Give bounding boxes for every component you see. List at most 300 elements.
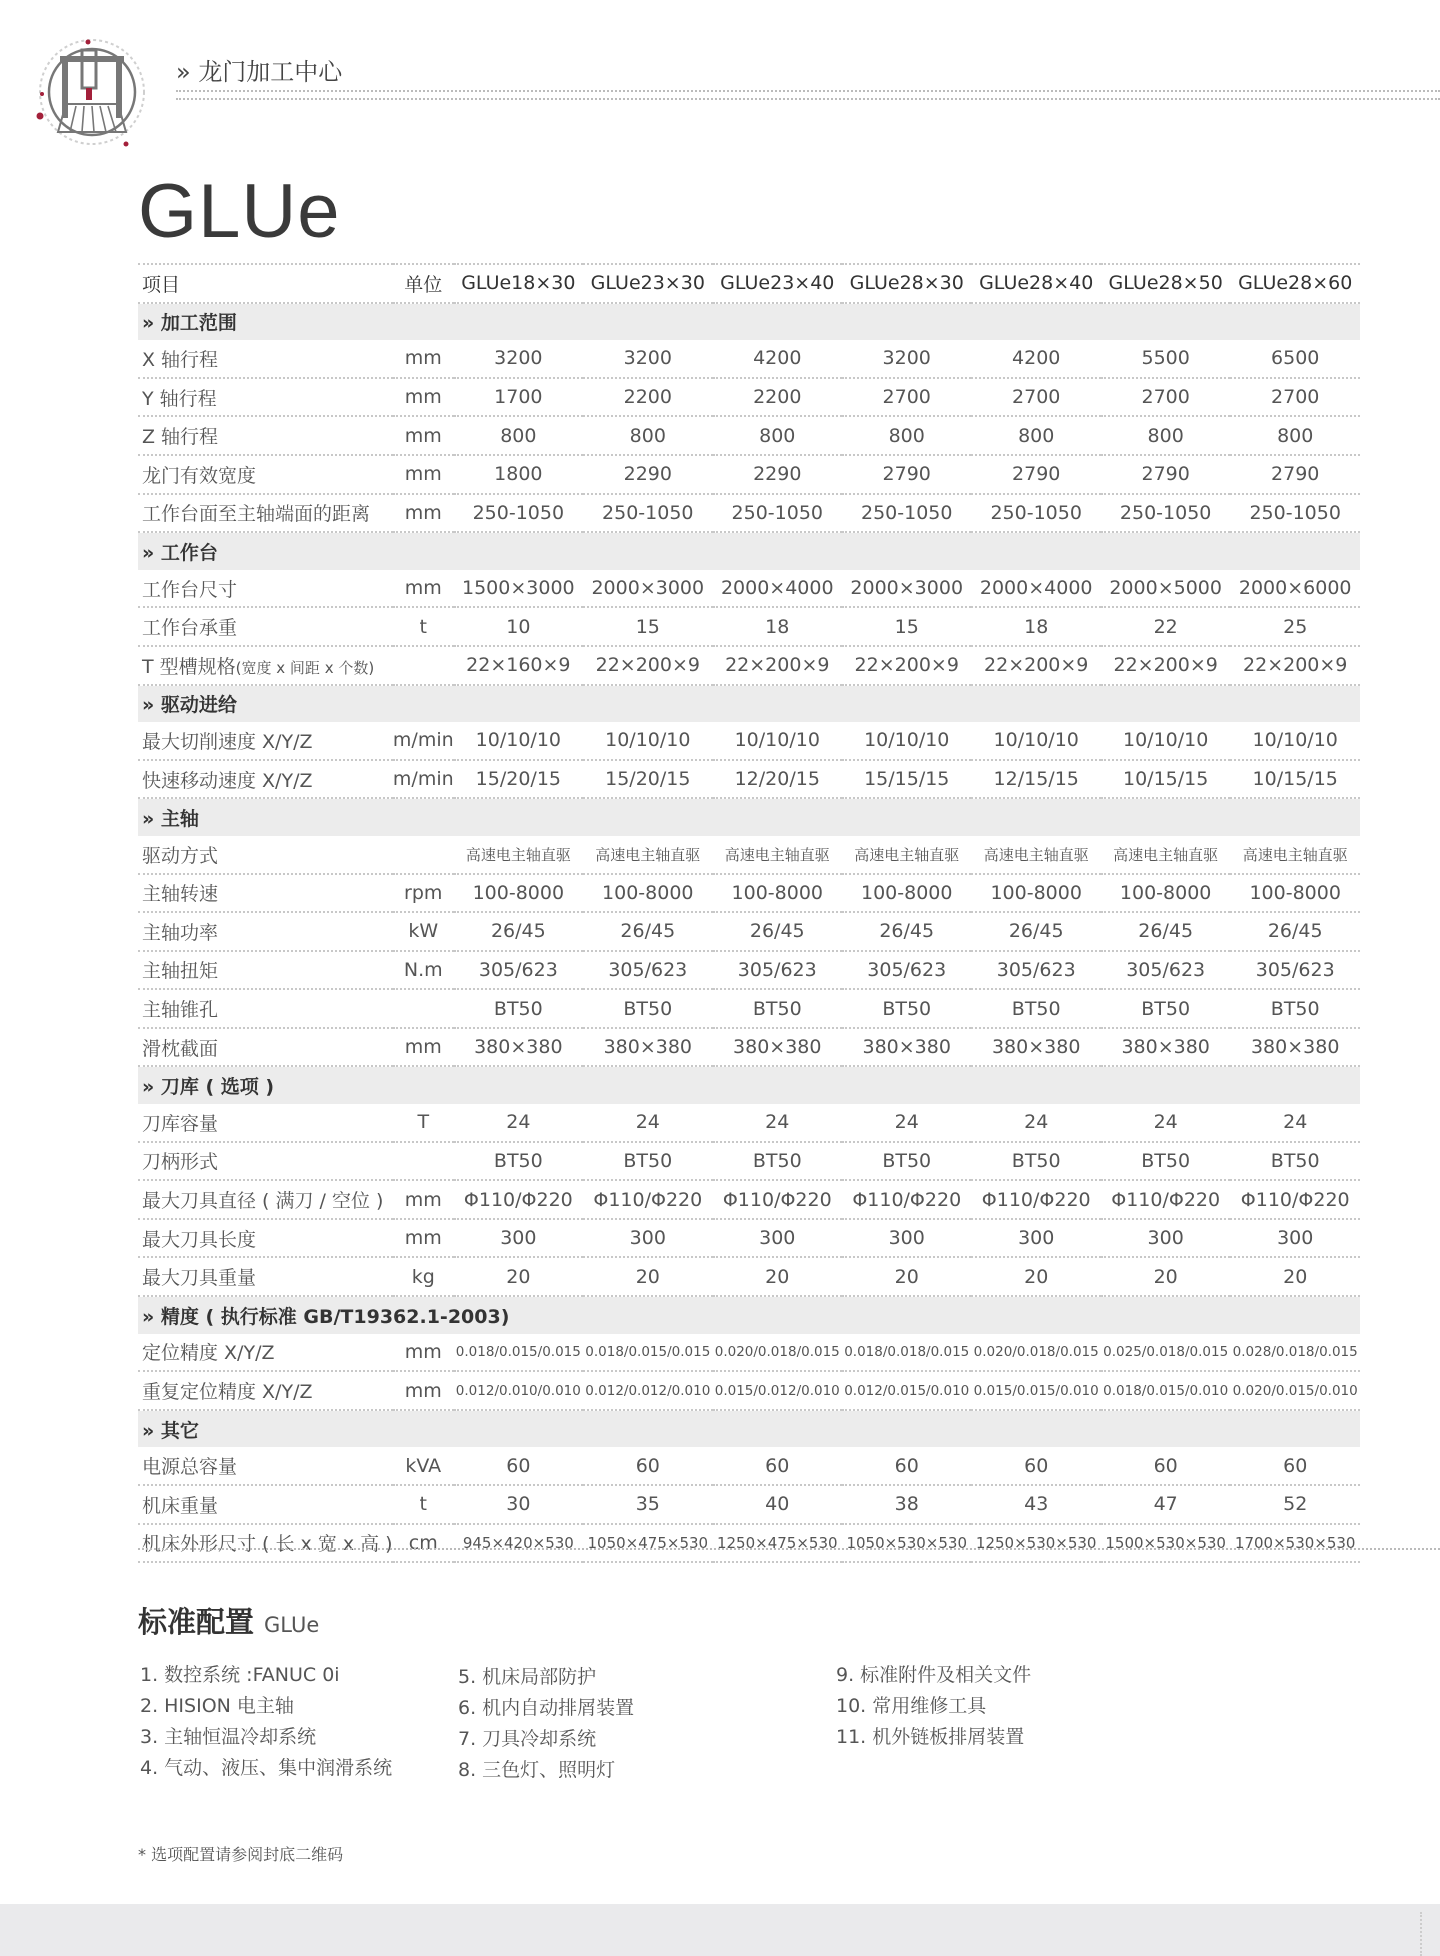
column-header: GLUe23×30 <box>583 264 712 303</box>
table-row <box>138 340 1360 378</box>
cell-value: 24 <box>713 1104 842 1142</box>
cell-value: 305/623 <box>1101 951 1230 990</box>
row-label-text: 电源总容量 <box>142 1456 238 1479</box>
table-bottom-divider <box>138 1548 1440 1550</box>
cell-value: 2290 <box>583 455 712 494</box>
list-number: 2. <box>140 1695 159 1717</box>
list-item <box>458 1755 634 1786</box>
row-label <box>138 340 393 378</box>
row-unit: mm <box>393 570 454 608</box>
cell-value: 0.018/0.015/0.010 <box>1101 1371 1230 1410</box>
cell-value: 3200 <box>842 340 971 378</box>
cell-value: 380×380 <box>583 1028 712 1067</box>
cell-value: 24 <box>454 1104 583 1142</box>
cell-value: 10/10/10 <box>583 722 712 760</box>
cell-value: 1250×475×530 <box>713 1524 842 1563</box>
row-label-text: 滑枕截面 <box>142 1037 219 1060</box>
section-label: » 精度 ( 执行标准 GB/T19362.1-2003) <box>138 1296 1360 1334</box>
cell-value: 高速电主轴直驱 <box>454 836 583 874</box>
list-item <box>836 1722 1031 1753</box>
cell-value: 4200 <box>971 340 1100 378</box>
cell-value: 22×200×9 <box>1230 646 1360 685</box>
row-unit: mm <box>393 378 454 417</box>
cell-value: 10/10/10 <box>1101 722 1230 760</box>
cell-value: 2790 <box>1230 455 1360 494</box>
cell-value: Φ110/Φ220 <box>454 1180 583 1219</box>
table-row <box>138 722 1360 760</box>
cell-value: 3200 <box>583 340 712 378</box>
cell-value: 38 <box>842 1485 971 1524</box>
cell-value: 0.012/0.015/0.010 <box>842 1371 971 1410</box>
cell-value: 22×200×9 <box>971 646 1100 685</box>
cell-value: 800 <box>971 416 1100 455</box>
cell-value: 0.020/0.015/0.010 <box>1230 1371 1360 1410</box>
row-label-text: Z 轴行程 <box>142 426 219 449</box>
table-row <box>138 1257 1360 1296</box>
cell-value: 60 <box>842 1447 971 1485</box>
list-item <box>836 1660 1031 1691</box>
list-text: 气动、液压、集中润滑系统 <box>164 1757 393 1779</box>
list-item <box>836 1691 1031 1722</box>
row-unit: mm <box>393 1180 454 1219</box>
row-label-text: 定位精度 X/Y/Z <box>142 1342 275 1365</box>
row-unit: t <box>393 607 454 646</box>
row-label-note: (宽度 x 间距 x 个数) <box>235 658 375 677</box>
row-unit: mm <box>393 494 454 533</box>
list-item <box>140 1722 392 1753</box>
row-unit: cm <box>393 1524 454 1563</box>
footer-edge-divider <box>1420 1912 1426 1956</box>
cell-value: 305/623 <box>971 951 1100 990</box>
cell-value: 1700 <box>454 378 583 417</box>
cell-value: 43 <box>971 1485 1100 1524</box>
row-label <box>138 989 393 1028</box>
table-row <box>138 1028 1360 1067</box>
cell-value: 380×380 <box>1230 1028 1360 1067</box>
list-number: 1. <box>140 1664 159 1686</box>
cell-value: 25 <box>1230 607 1360 646</box>
cell-value: 1500×530×530 <box>1101 1524 1230 1563</box>
row-label-text: 工作台尺寸 <box>142 578 238 601</box>
cell-value: 26/45 <box>713 912 842 951</box>
cell-value: 2790 <box>971 455 1100 494</box>
list-text: 数控系统 :FANUC 0i <box>164 1664 340 1686</box>
cell-value: BT50 <box>1101 1142 1230 1181</box>
row-label-text: 主轴扭矩 <box>142 960 219 983</box>
spec-table-body <box>138 303 1360 1563</box>
cell-value: 100-8000 <box>1230 874 1360 913</box>
cell-value: 800 <box>842 416 971 455</box>
cell-value: 100-8000 <box>971 874 1100 913</box>
row-label <box>138 646 393 685</box>
cell-value: 380×380 <box>713 1028 842 1067</box>
table-row <box>138 416 1360 455</box>
row-label-text: 刀柄形式 <box>142 1151 219 1174</box>
cell-value: Φ110/Φ220 <box>971 1180 1100 1219</box>
column-header: GLUe28×30 <box>842 264 971 303</box>
cell-value: Φ110/Φ220 <box>842 1180 971 1219</box>
cell-value: 60 <box>1230 1447 1360 1485</box>
row-label-text: 龙门有效宽度 <box>142 464 257 487</box>
table-row <box>138 570 1360 608</box>
row-unit: mm <box>393 455 454 494</box>
row-label-text: 主轴锥孔 <box>142 999 219 1022</box>
cell-value: BT50 <box>713 1142 842 1181</box>
cell-value: 800 <box>1101 416 1230 455</box>
cell-value: 20 <box>713 1257 842 1296</box>
cell-value: 24 <box>842 1104 971 1142</box>
table-row <box>138 1104 1360 1142</box>
table-row <box>138 836 1360 874</box>
row-label <box>138 1524 393 1563</box>
cell-value: 24 <box>583 1104 712 1142</box>
row-label <box>138 607 393 646</box>
cell-value: 26/45 <box>971 912 1100 951</box>
cell-value: BT50 <box>1101 989 1230 1028</box>
row-label <box>138 378 393 417</box>
row-label-text: Y 轴行程 <box>142 387 217 410</box>
row-label <box>138 836 393 874</box>
cell-value: 2200 <box>713 378 842 417</box>
list-number: 5. <box>458 1666 477 1688</box>
list-number: 10. <box>836 1695 867 1717</box>
column-header: 项目 <box>138 264 393 303</box>
cell-value: 18 <box>713 607 842 646</box>
cell-value: 10/15/15 <box>1101 760 1230 799</box>
column-header: GLUe28×40 <box>971 264 1100 303</box>
cell-value: 250-1050 <box>971 494 1100 533</box>
cell-value: 2790 <box>842 455 971 494</box>
row-unit: m/min <box>393 760 454 799</box>
gantry-machine-icon <box>30 32 160 150</box>
row-unit <box>393 1142 454 1181</box>
cell-value: 22 <box>1101 607 1230 646</box>
table-row <box>138 607 1360 646</box>
section-row <box>138 1296 1360 1334</box>
list-number: 3. <box>140 1726 159 1748</box>
row-label <box>138 1180 393 1219</box>
cell-value: 10/10/10 <box>454 722 583 760</box>
section-row <box>138 798 1360 836</box>
cell-value: 0.018/0.015/0.015 <box>454 1334 583 1372</box>
table-row <box>138 1485 1360 1524</box>
cell-value: 22×200×9 <box>1101 646 1230 685</box>
cell-value: 2000×6000 <box>1230 570 1360 608</box>
row-label <box>138 951 393 990</box>
cell-value: 12/15/15 <box>971 760 1100 799</box>
cell-value: 250-1050 <box>1101 494 1230 533</box>
table-row <box>138 1219 1360 1258</box>
row-label-text: 主轴转速 <box>142 883 219 906</box>
cell-value: BT50 <box>971 989 1100 1028</box>
cell-value: 2000×4000 <box>713 570 842 608</box>
cell-value: 0.015/0.012/0.010 <box>713 1371 842 1410</box>
cell-value: 0.025/0.018/0.015 <box>1101 1334 1230 1372</box>
cell-value: 0.012/0.010/0.010 <box>454 1371 583 1410</box>
cell-value: 60 <box>1101 1447 1230 1485</box>
list-item <box>458 1724 634 1755</box>
cell-value: 305/623 <box>454 951 583 990</box>
table-row <box>138 378 1360 417</box>
table-row <box>138 1447 1360 1485</box>
row-label <box>138 1447 393 1485</box>
row-unit <box>393 989 454 1028</box>
standard-config-column-3 <box>836 1660 1031 1753</box>
row-unit: rpm <box>393 874 454 913</box>
row-unit <box>393 646 454 685</box>
section-label: » 工作台 <box>138 532 1360 570</box>
cell-value: 305/623 <box>583 951 712 990</box>
list-number: 9. <box>836 1664 855 1686</box>
cell-value: 2000×3000 <box>842 570 971 608</box>
column-header: GLUe23×40 <box>713 264 842 303</box>
cell-value: 20 <box>1230 1257 1360 1296</box>
footer-band <box>0 1904 1440 1956</box>
table-row <box>138 912 1360 951</box>
cell-value: BT50 <box>971 1142 1100 1181</box>
row-label-text: 驱动方式 <box>142 844 219 867</box>
list-item <box>458 1662 634 1693</box>
cell-value: 2700 <box>842 378 971 417</box>
row-label-text: 主轴功率 <box>142 921 219 944</box>
cell-value: 100-8000 <box>713 874 842 913</box>
cell-value: 22×160×9 <box>454 646 583 685</box>
cell-value: 0.028/0.018/0.015 <box>1230 1334 1360 1372</box>
cell-value: 20 <box>1101 1257 1230 1296</box>
row-label <box>138 416 393 455</box>
cell-value: 1700×530×530 <box>1230 1524 1360 1563</box>
cell-value: 26/45 <box>1230 912 1360 951</box>
cell-value: 800 <box>1230 416 1360 455</box>
cell-value: Φ110/Φ220 <box>1230 1180 1360 1219</box>
row-label <box>138 1142 393 1181</box>
cell-value: 22×200×9 <box>842 646 971 685</box>
list-text: 主轴恒温冷却系统 <box>164 1726 317 1748</box>
table-row <box>138 951 1360 990</box>
cell-value: 60 <box>713 1447 842 1485</box>
row-unit: N.m <box>393 951 454 990</box>
cell-value: 380×380 <box>842 1028 971 1067</box>
cell-value: 305/623 <box>1230 951 1360 990</box>
section-label: » 主轴 <box>138 798 1360 836</box>
cell-value: 1050×475×530 <box>583 1524 712 1563</box>
cell-value: 300 <box>583 1219 712 1258</box>
cell-value: 380×380 <box>1101 1028 1230 1067</box>
row-label-text: 最大刀具重量 <box>142 1267 257 1290</box>
cell-value: 4200 <box>713 340 842 378</box>
cell-value: 100-8000 <box>1101 874 1230 913</box>
cell-value: 380×380 <box>971 1028 1100 1067</box>
row-unit: m/min <box>393 722 454 760</box>
row-label <box>138 912 393 951</box>
cell-value: 380×380 <box>454 1028 583 1067</box>
cell-value: 250-1050 <box>1230 494 1360 533</box>
cell-value: 24 <box>1101 1104 1230 1142</box>
cell-value: 0.020/0.018/0.015 <box>713 1334 842 1372</box>
cell-value: 15/20/15 <box>583 760 712 799</box>
cell-value: 18 <box>971 607 1100 646</box>
footnote: * 选项配置请参阅封底二维码 <box>138 1845 344 1864</box>
section-label: » 驱动进给 <box>138 685 1360 723</box>
row-label-text: X 轴行程 <box>142 348 219 371</box>
row-label <box>138 1257 393 1296</box>
cell-value: 2000×3000 <box>583 570 712 608</box>
list-item <box>458 1693 634 1724</box>
cell-value: 250-1050 <box>713 494 842 533</box>
list-number: 6. <box>458 1697 477 1719</box>
cell-value: 250-1050 <box>454 494 583 533</box>
standard-config-heading: 标准配置 <box>138 1605 255 1639</box>
row-unit: kVA <box>393 1447 454 1485</box>
cell-value: 10/10/10 <box>842 722 971 760</box>
standard-config-column-1 <box>140 1660 392 1784</box>
column-header: GLUe28×50 <box>1101 264 1230 303</box>
section-label: » 刀库 ( 选项 ) <box>138 1066 1360 1104</box>
row-label-text: T 型槽规格 <box>142 655 236 678</box>
row-label-text: 快速移动速度 X/Y/Z <box>142 769 313 792</box>
cell-value: 26/45 <box>842 912 971 951</box>
row-unit: T <box>393 1104 454 1142</box>
row-label-text: 工作台面至主轴端面的距离 <box>142 503 371 526</box>
list-text: 常用维修工具 <box>872 1695 987 1717</box>
section-row <box>138 685 1360 723</box>
cell-value: BT50 <box>1230 1142 1360 1181</box>
cell-value: Φ110/Φ220 <box>713 1180 842 1219</box>
row-unit: kW <box>393 912 454 951</box>
table-row <box>138 1524 1360 1563</box>
cell-value: 100-8000 <box>583 874 712 913</box>
cell-value: 1250×530×530 <box>971 1524 1100 1563</box>
cell-value: BT50 <box>583 989 712 1028</box>
cell-value: 10/10/10 <box>971 722 1100 760</box>
cell-value: Φ110/Φ220 <box>1101 1180 1230 1219</box>
cell-value: 高速电主轴直驱 <box>583 836 712 874</box>
cell-value: 60 <box>971 1447 1100 1485</box>
cell-value: 10 <box>454 607 583 646</box>
cell-value: 945×420×530 <box>454 1524 583 1563</box>
list-text: 三色灯、照明灯 <box>482 1759 616 1781</box>
section-label: » 其它 <box>138 1410 1360 1448</box>
row-label <box>138 455 393 494</box>
cell-value: BT50 <box>1230 989 1360 1028</box>
cell-value: 15 <box>583 607 712 646</box>
table-row <box>138 1334 1360 1372</box>
cell-value: 300 <box>713 1219 842 1258</box>
row-label <box>138 1219 393 1258</box>
row-label <box>138 1334 393 1372</box>
row-label-text: 刀库容量 <box>142 1112 219 1135</box>
cell-value: 305/623 <box>713 951 842 990</box>
cell-value: BT50 <box>454 1142 583 1181</box>
row-label <box>138 760 393 799</box>
cell-value: 52 <box>1230 1485 1360 1524</box>
cell-value: 250-1050 <box>583 494 712 533</box>
table-row <box>138 874 1360 913</box>
cell-value: 47 <box>1101 1485 1230 1524</box>
row-label-text: 最大刀具长度 <box>142 1228 257 1251</box>
cell-value: 0.018/0.018/0.015 <box>842 1334 971 1372</box>
standard-config-subtitle: GLUe <box>264 1613 320 1637</box>
list-text: 机内自动排屑装置 <box>482 1697 635 1719</box>
cell-value: 2790 <box>1101 455 1230 494</box>
cell-value: 0.015/0.015/0.010 <box>971 1371 1100 1410</box>
cell-value: 300 <box>1101 1219 1230 1258</box>
cell-value: 15/15/15 <box>842 760 971 799</box>
cell-value: 2200 <box>583 378 712 417</box>
row-unit: mm <box>393 416 454 455</box>
row-unit: kg <box>393 1257 454 1296</box>
section-row <box>138 1410 1360 1448</box>
cell-value: 10/10/10 <box>713 722 842 760</box>
section-row <box>138 1066 1360 1104</box>
cell-value: 2700 <box>1101 378 1230 417</box>
cell-value: 5500 <box>1101 340 1230 378</box>
cell-value: 26/45 <box>1101 912 1230 951</box>
cell-value: 2700 <box>1230 378 1360 417</box>
cell-value: 35 <box>583 1485 712 1524</box>
table-row <box>138 760 1360 799</box>
table-row <box>138 455 1360 494</box>
list-item <box>140 1753 392 1784</box>
list-item <box>140 1660 392 1691</box>
row-unit <box>393 836 454 874</box>
cell-value: 800 <box>454 416 583 455</box>
spec-table <box>138 263 1360 1563</box>
list-text: 机床局部防护 <box>482 1666 597 1688</box>
table-row <box>138 494 1360 533</box>
cell-value: 10/15/15 <box>1230 760 1360 799</box>
cell-value: 高速电主轴直驱 <box>842 836 971 874</box>
cell-value: BT50 <box>842 989 971 1028</box>
cell-value: BT50 <box>842 1142 971 1181</box>
cell-value: 20 <box>842 1257 971 1296</box>
cell-value: BT50 <box>583 1142 712 1181</box>
table-row <box>138 1142 1360 1181</box>
cell-value: 60 <box>583 1447 712 1485</box>
list-text: 标准附件及相关文件 <box>860 1664 1032 1686</box>
row-unit: t <box>393 1485 454 1524</box>
row-label-text: 机床外形尺寸 ( 长 x 宽 x 高 ) <box>142 1533 393 1556</box>
row-label <box>138 570 393 608</box>
row-label <box>138 722 393 760</box>
cell-value: 高速电主轴直驱 <box>1230 836 1360 874</box>
cell-value: 800 <box>713 416 842 455</box>
cell-value: 60 <box>454 1447 583 1485</box>
list-item <box>140 1691 392 1722</box>
row-label-text: 最大刀具直径 ( 满刀 / 空位 ) <box>142 1190 384 1213</box>
cell-value: 3200 <box>454 340 583 378</box>
cell-value: 800 <box>583 416 712 455</box>
cell-value: 1800 <box>454 455 583 494</box>
row-label <box>138 1104 393 1142</box>
list-number: 11. <box>836 1726 867 1748</box>
standard-config-column-2 <box>458 1662 634 1786</box>
row-label-text: 工作台承重 <box>142 617 238 640</box>
cell-value: 高速电主轴直驱 <box>971 836 1100 874</box>
cell-value: 2000×5000 <box>1101 570 1230 608</box>
table-row <box>138 1180 1360 1219</box>
column-header: GLUe18×30 <box>454 264 583 303</box>
column-header: 单位 <box>393 264 454 303</box>
cell-value: 15/20/15 <box>454 760 583 799</box>
row-label <box>138 494 393 533</box>
section-title: » 龙门加工中心 <box>176 58 343 86</box>
table-row <box>138 989 1360 1028</box>
table-row <box>138 646 1360 685</box>
row-unit: mm <box>393 1334 454 1372</box>
cell-value: 0.012/0.012/0.010 <box>583 1371 712 1410</box>
cell-value: 22×200×9 <box>713 646 842 685</box>
